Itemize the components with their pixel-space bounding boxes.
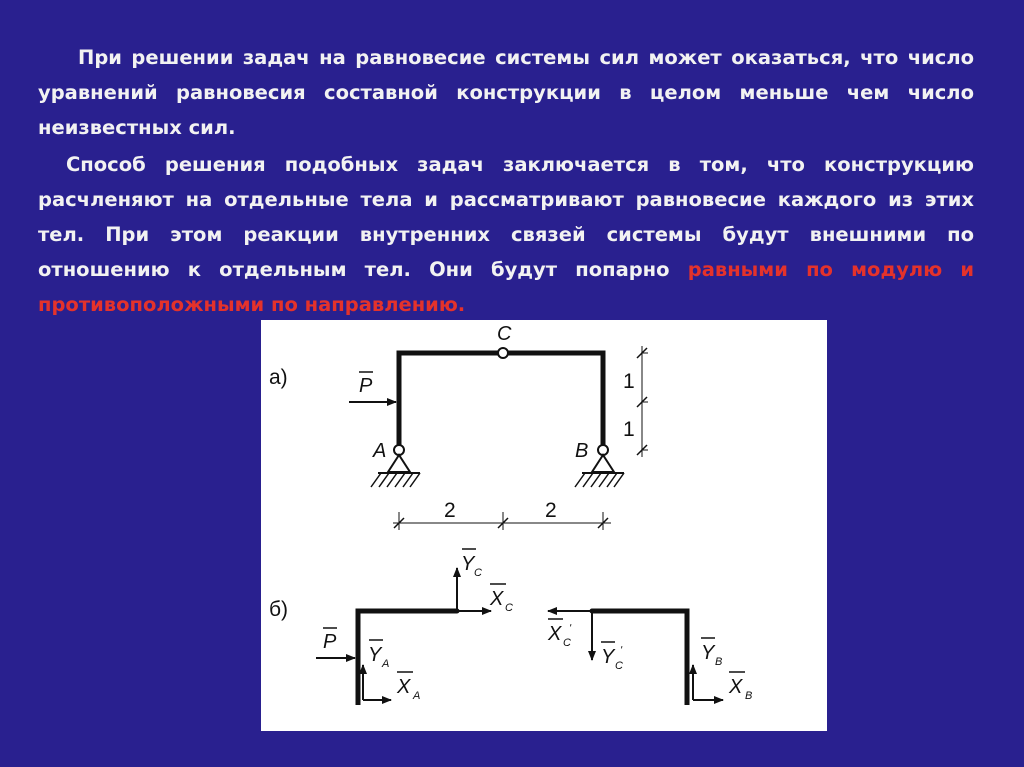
highlighted-conclusion: равными по модулю и противоположными по направлению. [38,258,974,316]
reaction-xb-label: X [729,676,743,698]
support-b-label: B [575,440,589,462]
reaction-xa-label: X [397,676,411,698]
method-text: Способ решения подобных задач заключается в том, что конструкцию расчленяют на отдельные тела и рассматривают равновесие каждого из этих тел. При этом реакции внутренних связей системы будут внешними по отношению к отдельным тел. Они будут попарно [38,153,974,281]
force-p-label: P [359,375,373,397]
reaction-xc-prime-sub: C [563,637,571,649]
reaction-yc-label: Y [461,553,475,575]
height-dim-2: 1 [623,418,635,441]
reaction-xb-sub: B [745,690,753,702]
reaction-yc-prime-label: Y [601,646,615,668]
hinge-c-label: C [497,323,512,345]
force-p-arrow [349,372,396,402]
reaction-yc-sub: C [474,567,482,579]
part-b-label: б) [269,598,289,621]
reaction-yc-prime-arrow [592,611,623,672]
reaction-yb-label: Y [701,642,715,664]
reaction-xb-arrow [693,672,752,702]
reaction-ya-arrow [363,640,389,700]
support-a-label: A [373,440,387,462]
prime-mark-x: ʹ [569,623,572,635]
width-dim-1: 2 [444,499,456,522]
width-dim-2: 2 [545,499,557,522]
reaction-xa-sub: A [413,690,421,702]
method-paragraph [38,147,974,322]
reaction-xa-arrow [363,672,420,702]
reaction-yb-arrow [693,638,722,700]
force-p-label-b: P [323,631,337,653]
reaction-ya-label: Y [368,644,382,666]
reaction-yb-sub: B [715,656,723,668]
reaction-xc-prime-arrow [547,611,592,649]
force-p-arrow-b [316,628,355,658]
reaction-xc-sub: C [505,602,513,614]
reaction-xc-prime-label: X [548,623,562,645]
reaction-xc-label: X [490,588,504,610]
part-a-label: а) [269,366,288,389]
prime-mark-y: ʹ [620,645,623,657]
height-dimension [623,346,648,457]
hinge-c [498,348,508,358]
support-a [371,440,420,487]
frame-diagram [261,320,827,731]
reaction-ya-sub: A [382,658,390,670]
reaction-xc-arrow [457,584,513,614]
reaction-yc-prime-sub: C [615,660,623,672]
intro-paragraph: При решении задач на равновесие системы сил может оказаться, что число уравнений равновесия составной конструкции в целом меньше чем число неизвестных сил. [38,46,974,139]
width-dimension [393,499,611,530]
reaction-yc-arrow [457,549,482,611]
three-hinged-frame [399,323,603,445]
support-b [575,440,624,487]
height-dim-1: 1 [623,370,635,393]
